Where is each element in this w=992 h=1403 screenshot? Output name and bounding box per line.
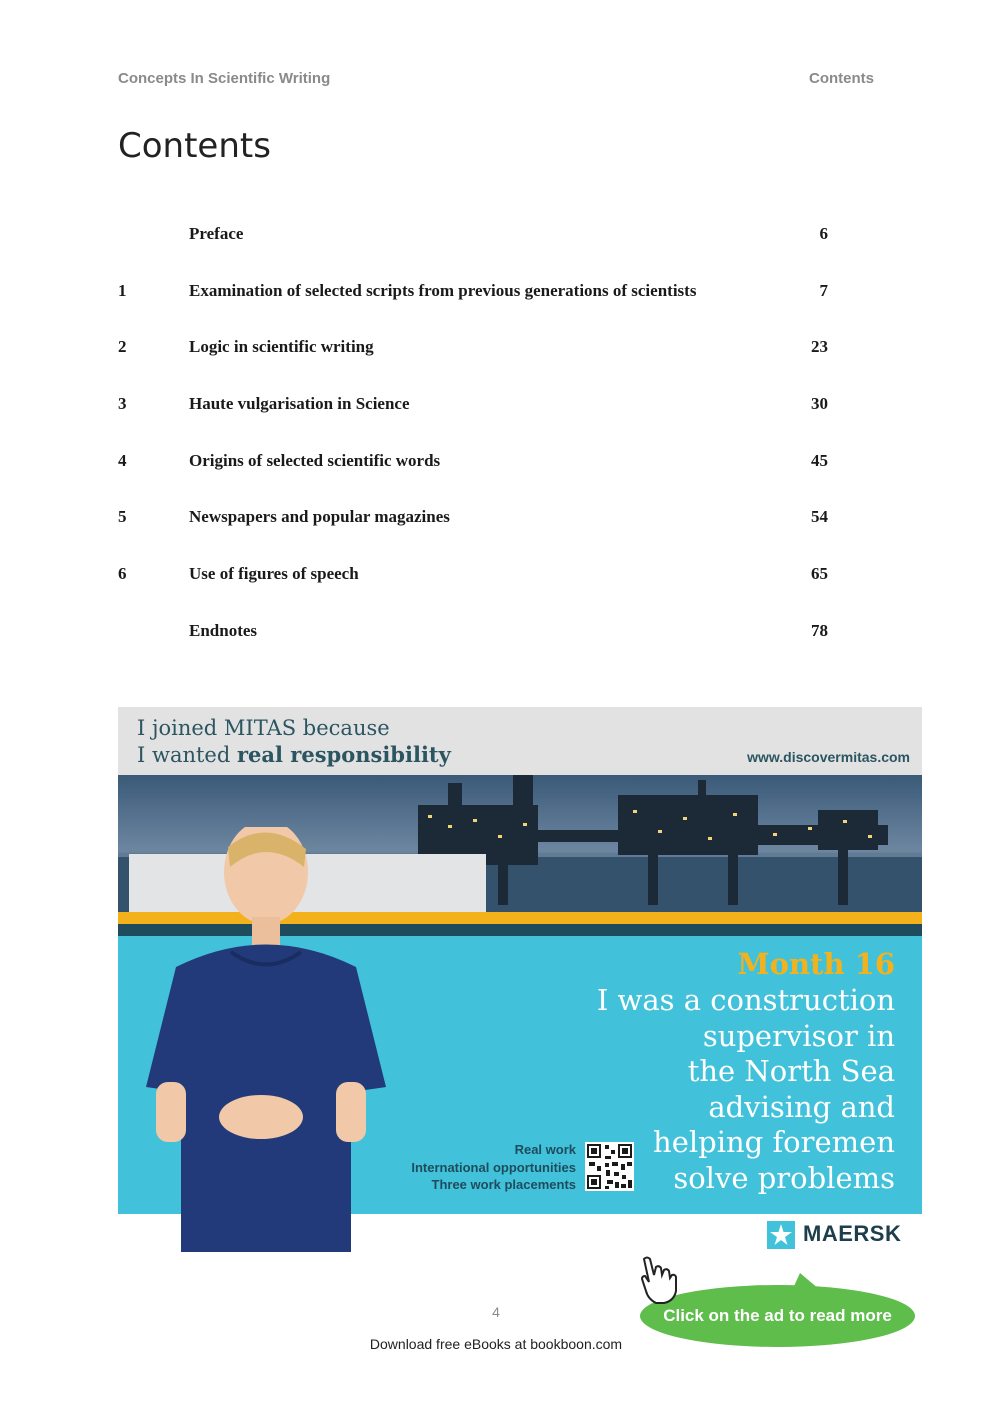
- woman-photo: [136, 827, 396, 1252]
- ad-story-line: supervisor in: [702, 1018, 895, 1053]
- star-icon: [767, 1221, 795, 1249]
- table-of-contents: [118, 220, 828, 674]
- toc-row[interactable]: [118, 333, 828, 390]
- ad-benefit-item: Real work: [514, 1142, 576, 1157]
- ad-headline-bold: real responsibility: [236, 742, 451, 767]
- pointer-hand-icon: [636, 1255, 680, 1307]
- ad-story-line: advising and: [708, 1089, 895, 1124]
- toc-title: Haute vulgarisation in Science: [189, 394, 410, 414]
- toc-title: Logic in scientific writing: [189, 337, 374, 357]
- toc-page: 30: [811, 394, 828, 414]
- toc-title: Newspapers and popular magazines: [189, 507, 450, 527]
- toc-title: Use of figures of speech: [189, 564, 359, 584]
- maersk-logo: [767, 1219, 907, 1249]
- ad-top-bar: [118, 707, 922, 775]
- ad-story-line: I was a construction: [596, 983, 895, 1017]
- ad-story-line: solve problems: [673, 1160, 895, 1195]
- page-number: 4: [492, 1304, 500, 1320]
- advertisement[interactable]: [118, 707, 922, 1365]
- toc-number: 1: [118, 280, 127, 300]
- toc-row[interactable]: [118, 560, 828, 617]
- page-title: Contents: [118, 126, 271, 166]
- toc-page: 6: [819, 224, 828, 243]
- toc-title: Preface: [189, 224, 244, 243]
- toc-number: 3: [118, 394, 127, 414]
- ad-story-line: helping foremen: [653, 1125, 895, 1159]
- toc-row[interactable]: [118, 617, 828, 674]
- toc-row[interactable]: [118, 220, 828, 277]
- toc-title: Examination of selected scripts from previous generations of scientists: [189, 280, 697, 300]
- ad-url-link[interactable]: www.discovermitas.com: [747, 749, 910, 765]
- toc-page: 65: [811, 564, 828, 584]
- toc-number: 2: [118, 337, 127, 357]
- toc-number: 6: [118, 564, 127, 584]
- qr-code-icon[interactable]: [585, 1142, 634, 1191]
- ad-benefit-item: Three work placements: [431, 1177, 576, 1192]
- read-more-button[interactable]: Click on the ad to read more: [640, 1285, 915, 1347]
- toc-page: 54: [811, 507, 828, 527]
- ad-headline-prefix: I wanted: [137, 743, 237, 767]
- toc-row[interactable]: [118, 277, 828, 334]
- toc-page: 78: [811, 620, 828, 640]
- ad-benefits-list: [411, 1141, 576, 1194]
- toc-page: 23: [811, 337, 828, 357]
- ad-month-label: Month 16: [737, 947, 895, 981]
- toc-number: 4: [118, 450, 127, 470]
- book-title: Concepts In Scientific Writing: [118, 70, 331, 87]
- toc-row[interactable]: [118, 503, 828, 560]
- toc-row[interactable]: [118, 447, 828, 504]
- section-name: Contents: [809, 70, 874, 87]
- toc-row[interactable]: [118, 390, 828, 447]
- ad-benefit-item: International opportunities: [411, 1159, 576, 1175]
- toc-number: 5: [118, 507, 127, 527]
- running-header: [118, 70, 874, 92]
- toc-title: Origins of selected scientific words: [189, 450, 441, 470]
- ad-story-line: the North Sea: [687, 1054, 895, 1088]
- download-link[interactable]: Download free eBooks at bookboon.com: [369, 1336, 623, 1352]
- toc-page: 45: [811, 450, 828, 470]
- toc-page: 7: [819, 280, 828, 300]
- ad-headline-line2: [137, 742, 451, 767]
- brand-name: MAERSK: [803, 1221, 902, 1246]
- ad-headline-line1: I joined MITAS because: [137, 716, 390, 740]
- toc-title: Endnotes: [189, 620, 258, 640]
